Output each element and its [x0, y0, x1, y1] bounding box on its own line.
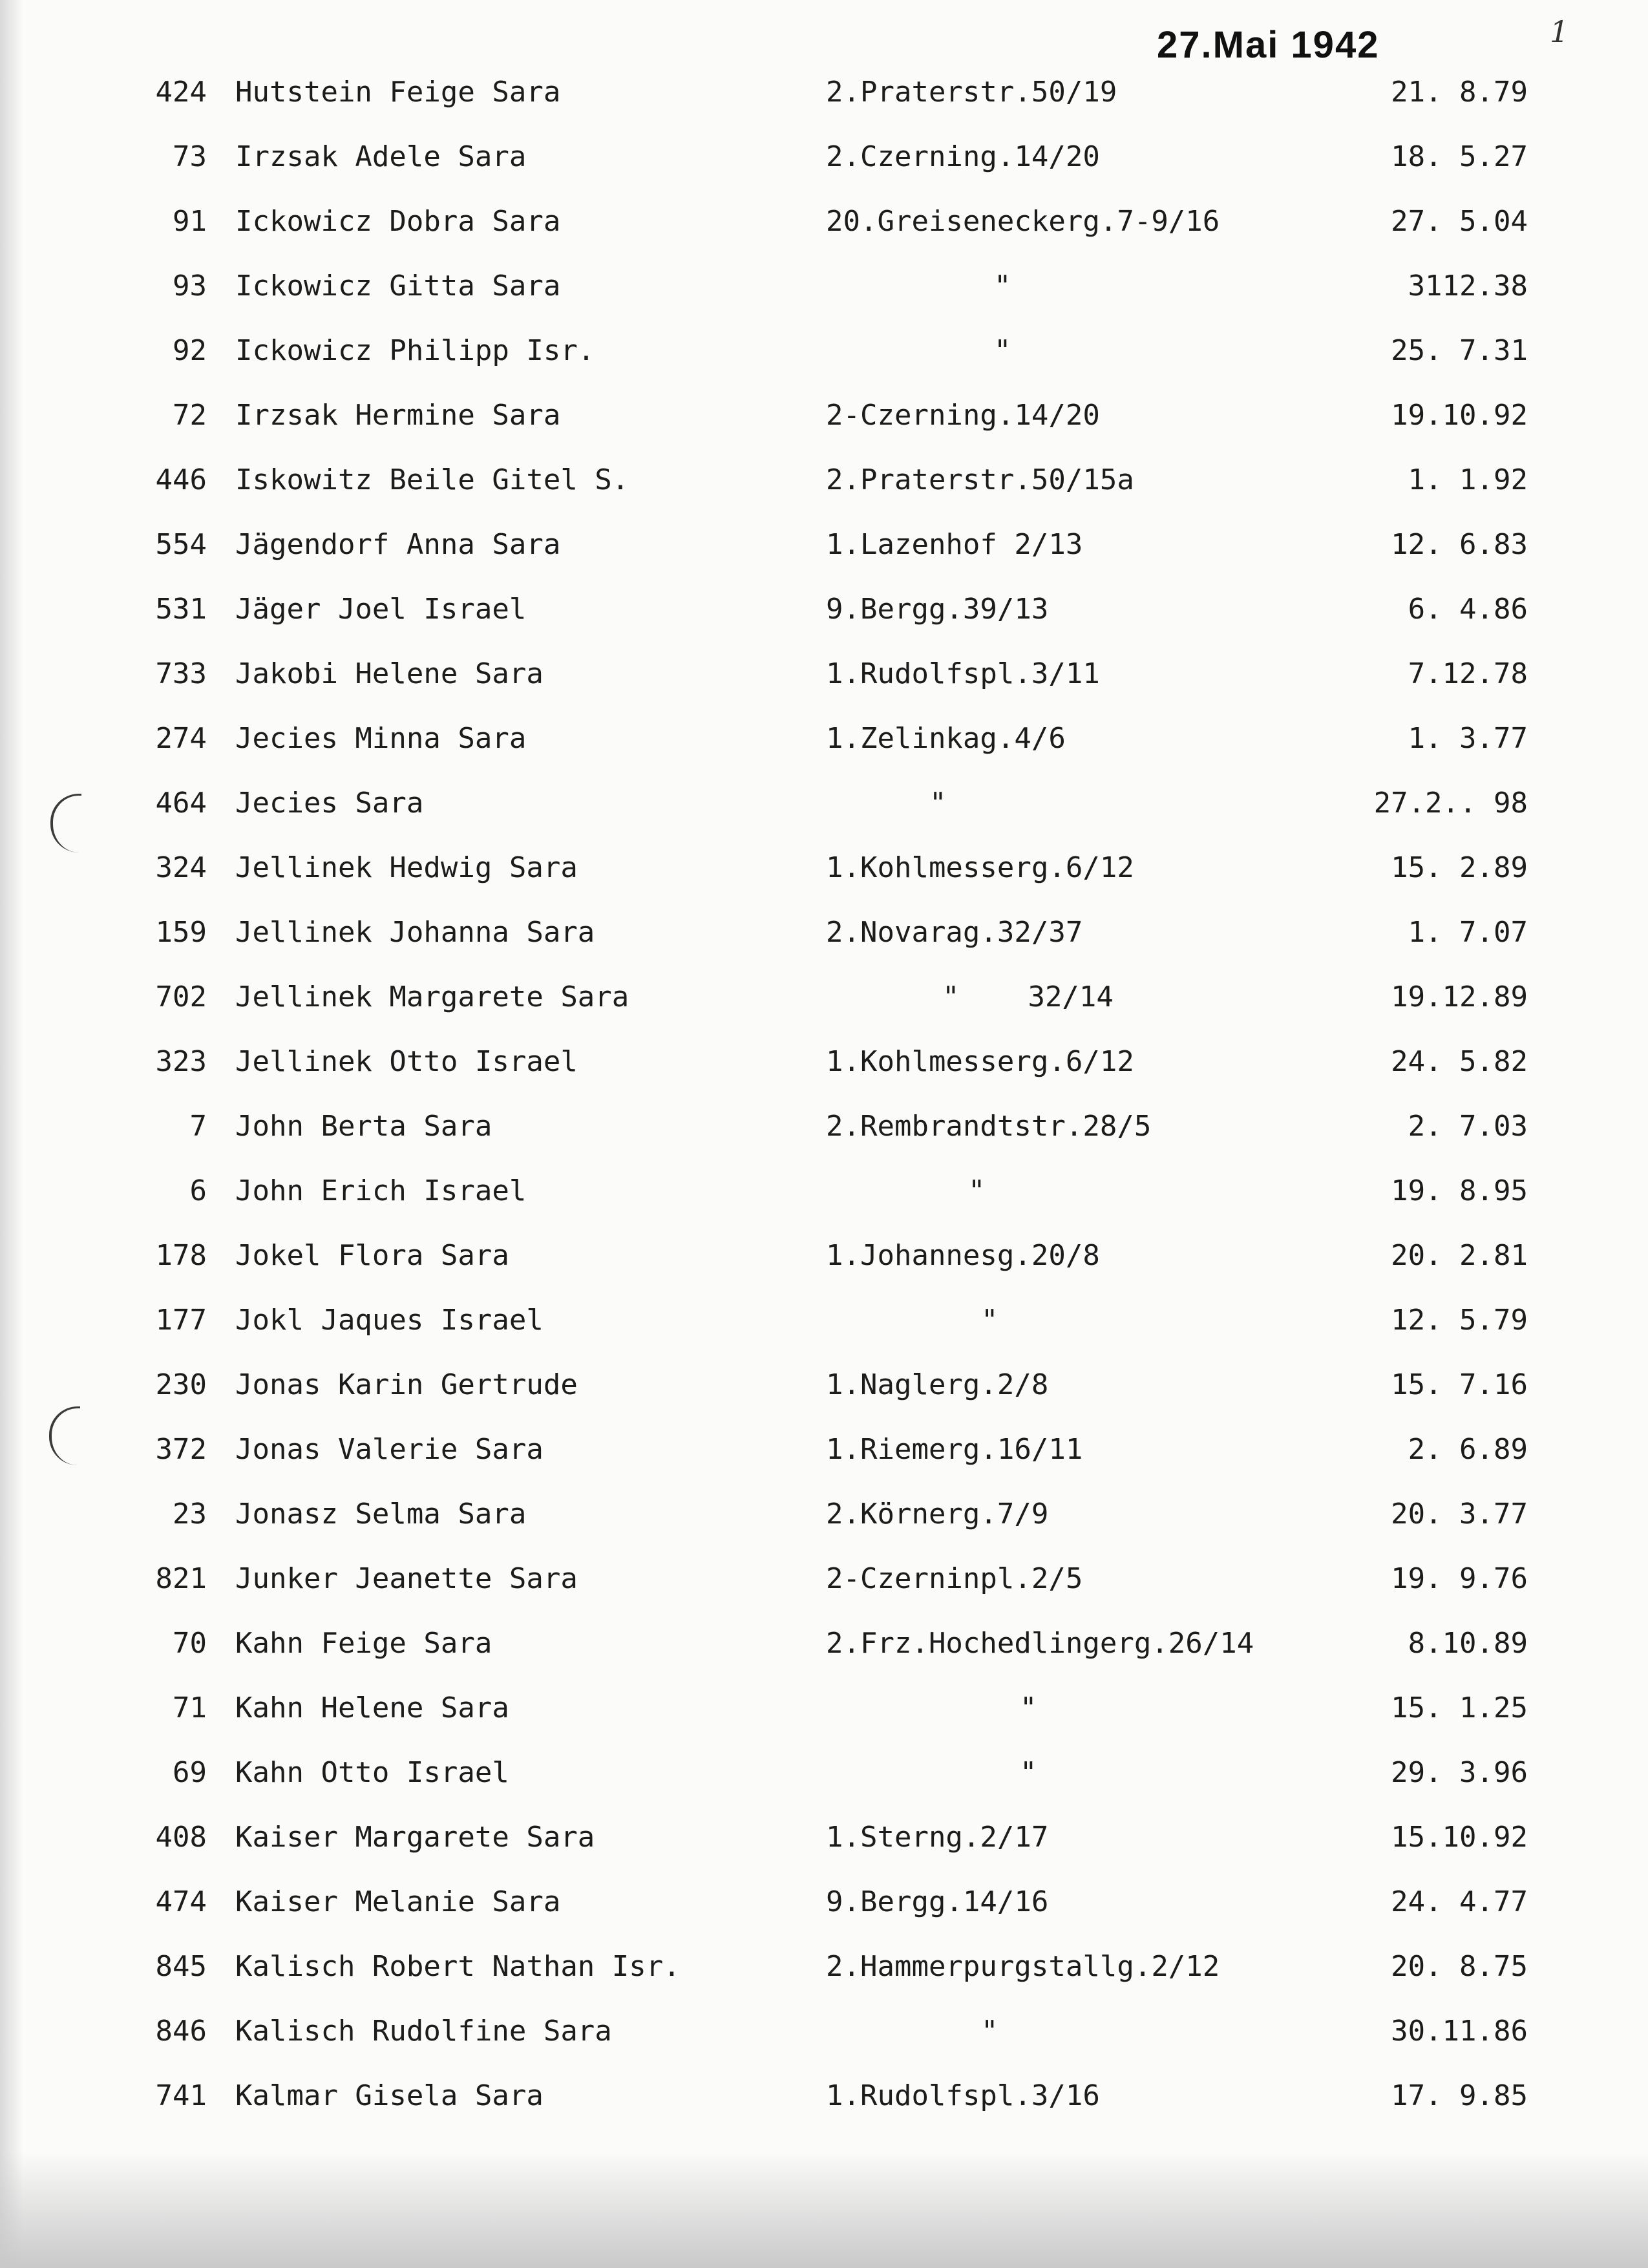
entry-number: 324: [155, 851, 207, 884]
list-row: [0, 1550, 1648, 1615]
entry-birthdate: 19. 9.76: [1391, 1562, 1528, 1595]
entry-name: Hutstein Feige Sara: [235, 76, 561, 109]
date-stamp: 27.Mai 1942: [1157, 24, 1380, 66]
entry-address: 2.Novarag.32/37: [826, 916, 1083, 949]
list-row: [0, 1356, 1648, 1421]
entry-address: 2.Praterstr.50/19: [826, 76, 1117, 109]
list-row: [0, 1162, 1648, 1227]
list-row: [0, 1679, 1648, 1744]
list-row: [0, 63, 1648, 128]
entry-number: 159: [155, 916, 207, 949]
entry-name: Iskowitz Beile Gitel S.: [235, 463, 629, 496]
entry-name: Jonasz Selma Sara: [235, 1498, 527, 1531]
entry-birthdate: 30.11.86: [1391, 2015, 1528, 2048]
entry-name: Kalmar Gisela Sara: [235, 2079, 544, 2112]
list-row: [0, 1033, 1648, 1097]
entry-birthdate: 20. 8.75: [1391, 1950, 1528, 1983]
entry-birthdate: 2. 6.89: [1408, 1433, 1528, 1466]
entry-birthdate: 12. 5.79: [1391, 1304, 1528, 1337]
entry-number: 741: [155, 2079, 207, 2112]
entry-birthdate: 1. 1.92: [1408, 463, 1528, 496]
entry-address: ": [994, 334, 1011, 367]
entry-number: 845: [155, 1950, 207, 1983]
entry-name: Ickowicz Dobra Sara: [235, 205, 561, 238]
entry-number: 323: [155, 1045, 207, 1078]
entry-address: 2-Czerning.14/20: [826, 399, 1100, 432]
entry-birthdate: 3112.38: [1408, 270, 1528, 302]
entry-address: 1.Johannesg.20/8: [826, 1239, 1100, 1272]
entry-address: 1.Rudolfspl.3/16: [826, 2079, 1100, 2112]
entry-name: Jäger Joel Israel: [235, 593, 527, 626]
list-row: [0, 193, 1648, 257]
entry-name: Kahn Otto Israel: [235, 1756, 509, 1789]
entry-birthdate: 1. 3.77: [1408, 722, 1528, 755]
entry-address: 20.Greiseneckerg.7-9/16: [826, 205, 1220, 238]
entry-name: Jägendorf Anna Sara: [235, 528, 561, 561]
entry-number: 70: [173, 1627, 207, 1660]
entry-address: ": [929, 787, 947, 820]
list-row: [0, 387, 1648, 451]
entry-number: 73: [173, 140, 207, 173]
entry-address: 1.Rudolfspl.3/11: [826, 657, 1100, 690]
entry-address: 1.Naglerg.2/8: [826, 1368, 1049, 1401]
entry-number: 230: [155, 1368, 207, 1401]
list-row: [0, 1873, 1648, 1938]
list-row: [0, 1421, 1648, 1485]
entry-number: 7: [189, 1110, 207, 1143]
entry-name: Kalisch Rudolfine Sara: [235, 2015, 612, 2048]
entry-name: Kahn Feige Sara: [235, 1627, 492, 1660]
entry-name: Jellinek Hedwig Sara: [235, 851, 578, 884]
entry-name: Jecies Minna Sara: [235, 722, 527, 755]
entry-birthdate: 2. 7.03: [1408, 1110, 1528, 1143]
list-row: [0, 516, 1648, 580]
entry-number: 93: [173, 270, 207, 302]
entry-number: 821: [155, 1562, 207, 1595]
list-row: [0, 2067, 1648, 2132]
entry-name: Jecies Sara: [235, 787, 424, 820]
entry-address: ": [994, 270, 1011, 302]
entry-address: 1.Kohlmesserg.6/12: [826, 851, 1134, 884]
entry-address: 1.Sterng.2/17: [826, 1821, 1049, 1854]
entry-address: 2-Czerninpl.2/5: [826, 1562, 1083, 1595]
entry-address: ": [981, 1304, 998, 1337]
entry-number: 92: [173, 334, 207, 367]
entry-name: Kaiser Margarete Sara: [235, 1821, 595, 1854]
entry-birthdate: 19.12.89: [1391, 980, 1528, 1013]
entry-birthdate: 27. 5.04: [1391, 205, 1528, 238]
entry-address: 1.Kohlmesserg.6/12: [826, 1045, 1134, 1078]
entry-name: Ickowicz Philipp Isr.: [235, 334, 595, 367]
list-row: [0, 904, 1648, 968]
list-row: [0, 968, 1648, 1033]
list-row: [0, 451, 1648, 516]
entry-birthdate: 15.10.92: [1391, 1821, 1528, 1854]
page-number: 1: [1550, 14, 1569, 49]
entry-name: Jellinek Otto Israel: [235, 1045, 578, 1078]
entry-number: 464: [155, 787, 207, 820]
list-row: [0, 645, 1648, 710]
entry-name: Jonas Valerie Sara: [235, 1433, 544, 1466]
entry-name: John Erich Israel: [235, 1174, 527, 1207]
entry-birthdate: 17. 9.85: [1391, 2079, 1528, 2112]
entry-address: ": [1020, 1756, 1037, 1789]
entry-birthdate: 7.12.78: [1408, 657, 1528, 690]
entry-address: 2.Frz.Hochedlingerg.26/14: [826, 1627, 1254, 1660]
entry-name: Kahn Helene Sara: [235, 1691, 509, 1724]
list-row: [0, 322, 1648, 387]
entry-name: Irzsak Adele Sara: [235, 140, 527, 173]
scan-shadow-bottom: [0, 2152, 1648, 2268]
entry-birthdate: 18. 5.27: [1391, 140, 1528, 173]
list-row: [0, 1291, 1648, 1356]
entry-name: Jakobi Helene Sara: [235, 657, 544, 690]
list-row: [0, 1227, 1648, 1291]
entry-number: 6: [189, 1174, 207, 1207]
entry-number: 71: [173, 1691, 207, 1724]
list-row: [0, 580, 1648, 645]
list-row: [0, 710, 1648, 774]
entry-address: 9.Bergg.14/16: [826, 1885, 1049, 1918]
entry-birthdate: 24. 4.77: [1391, 1885, 1528, 1918]
entry-address: 9.Bergg.39/13: [826, 593, 1049, 626]
list-row: [0, 839, 1648, 904]
list-row: [0, 1615, 1648, 1679]
entry-birthdate: 19. 8.95: [1391, 1174, 1528, 1207]
entry-name: Jellinek Johanna Sara: [235, 916, 595, 949]
entry-name: Irzsak Hermine Sara: [235, 399, 561, 432]
entry-birthdate: 19.10.92: [1391, 399, 1528, 432]
entry-address: 2.Hammerpurgstallg.2/12: [826, 1950, 1220, 1983]
entry-number: 554: [155, 528, 207, 561]
list-row: [0, 2002, 1648, 2067]
entry-birthdate: 27.2.. 98: [1373, 787, 1528, 820]
entry-address: " 32/14: [942, 980, 1114, 1013]
entry-number: 702: [155, 980, 207, 1013]
entry-address: 1.Riemerg.16/11: [826, 1433, 1083, 1466]
entry-number: 424: [155, 76, 207, 109]
entry-address: ": [1020, 1691, 1037, 1724]
entry-number: 274: [155, 722, 207, 755]
entry-number: 408: [155, 1821, 207, 1854]
entry-birthdate: 25. 7.31: [1391, 334, 1528, 367]
entry-number: 23: [173, 1498, 207, 1531]
entry-number: 72: [173, 399, 207, 432]
list-row: [0, 257, 1648, 322]
list-row: [0, 1744, 1648, 1808]
entry-birthdate: 24. 5.82: [1391, 1045, 1528, 1078]
entry-name: Jonas Karin Gertrude: [235, 1368, 578, 1401]
entry-name: Kalisch Robert Nathan Isr.: [235, 1950, 681, 1983]
entry-name: Jokl Jaques Israel: [235, 1304, 544, 1337]
entry-birthdate: 6. 4.86: [1408, 593, 1528, 626]
entry-birthdate: 21. 8.79: [1391, 76, 1528, 109]
entry-number: 733: [155, 657, 207, 690]
entry-number: 846: [155, 2015, 207, 2048]
entry-address: 2.Rembrandtstr.28/5: [826, 1110, 1152, 1143]
entry-address: 2.Czerning.14/20: [826, 140, 1100, 173]
entry-name: Ickowicz Gitta Sara: [235, 270, 561, 302]
entry-number: 91: [173, 205, 207, 238]
entry-name: Jokel Flora Sara: [235, 1239, 509, 1272]
list-row: [0, 1097, 1648, 1162]
entry-birthdate: 8.10.89: [1408, 1627, 1528, 1660]
entry-number: 372: [155, 1433, 207, 1466]
entry-number: 531: [155, 593, 207, 626]
entry-address: ": [968, 1174, 986, 1207]
list-row: [0, 774, 1648, 839]
entry-name: John Berta Sara: [235, 1110, 492, 1143]
entry-number: 446: [155, 463, 207, 496]
entry-address: ": [981, 2015, 998, 2048]
entry-birthdate: 15. 1.25: [1391, 1691, 1528, 1724]
entry-birthdate: 20. 3.77: [1391, 1498, 1528, 1531]
entry-name: Kaiser Melanie Sara: [235, 1885, 561, 1918]
entry-number: 69: [173, 1756, 207, 1789]
list-row: [0, 128, 1648, 193]
entry-name: Junker Jeanette Sara: [235, 1562, 578, 1595]
entry-birthdate: 15. 7.16: [1391, 1368, 1528, 1401]
list-row: [0, 1808, 1648, 1873]
list-row: [0, 1485, 1648, 1550]
entry-birthdate: 12. 6.83: [1391, 528, 1528, 561]
entry-number: 474: [155, 1885, 207, 1918]
list-row: [0, 1938, 1648, 2002]
entry-number: 177: [155, 1304, 207, 1337]
entry-birthdate: 29. 3.96: [1391, 1756, 1528, 1789]
entry-address: 1.Zelinkag.4/6: [826, 722, 1066, 755]
entry-name: Jellinek Margarete Sara: [235, 980, 629, 1013]
entry-address: 1.Lazenhof 2/13: [826, 528, 1083, 561]
entry-address: 2.Körnerg.7/9: [826, 1498, 1049, 1531]
entry-address: 2.Praterstr.50/15a: [826, 463, 1134, 496]
entry-birthdate: 1. 7.07: [1408, 916, 1528, 949]
entry-birthdate: 15. 2.89: [1391, 851, 1528, 884]
entry-birthdate: 20. 2.81: [1391, 1239, 1528, 1272]
entry-number: 178: [155, 1239, 207, 1272]
